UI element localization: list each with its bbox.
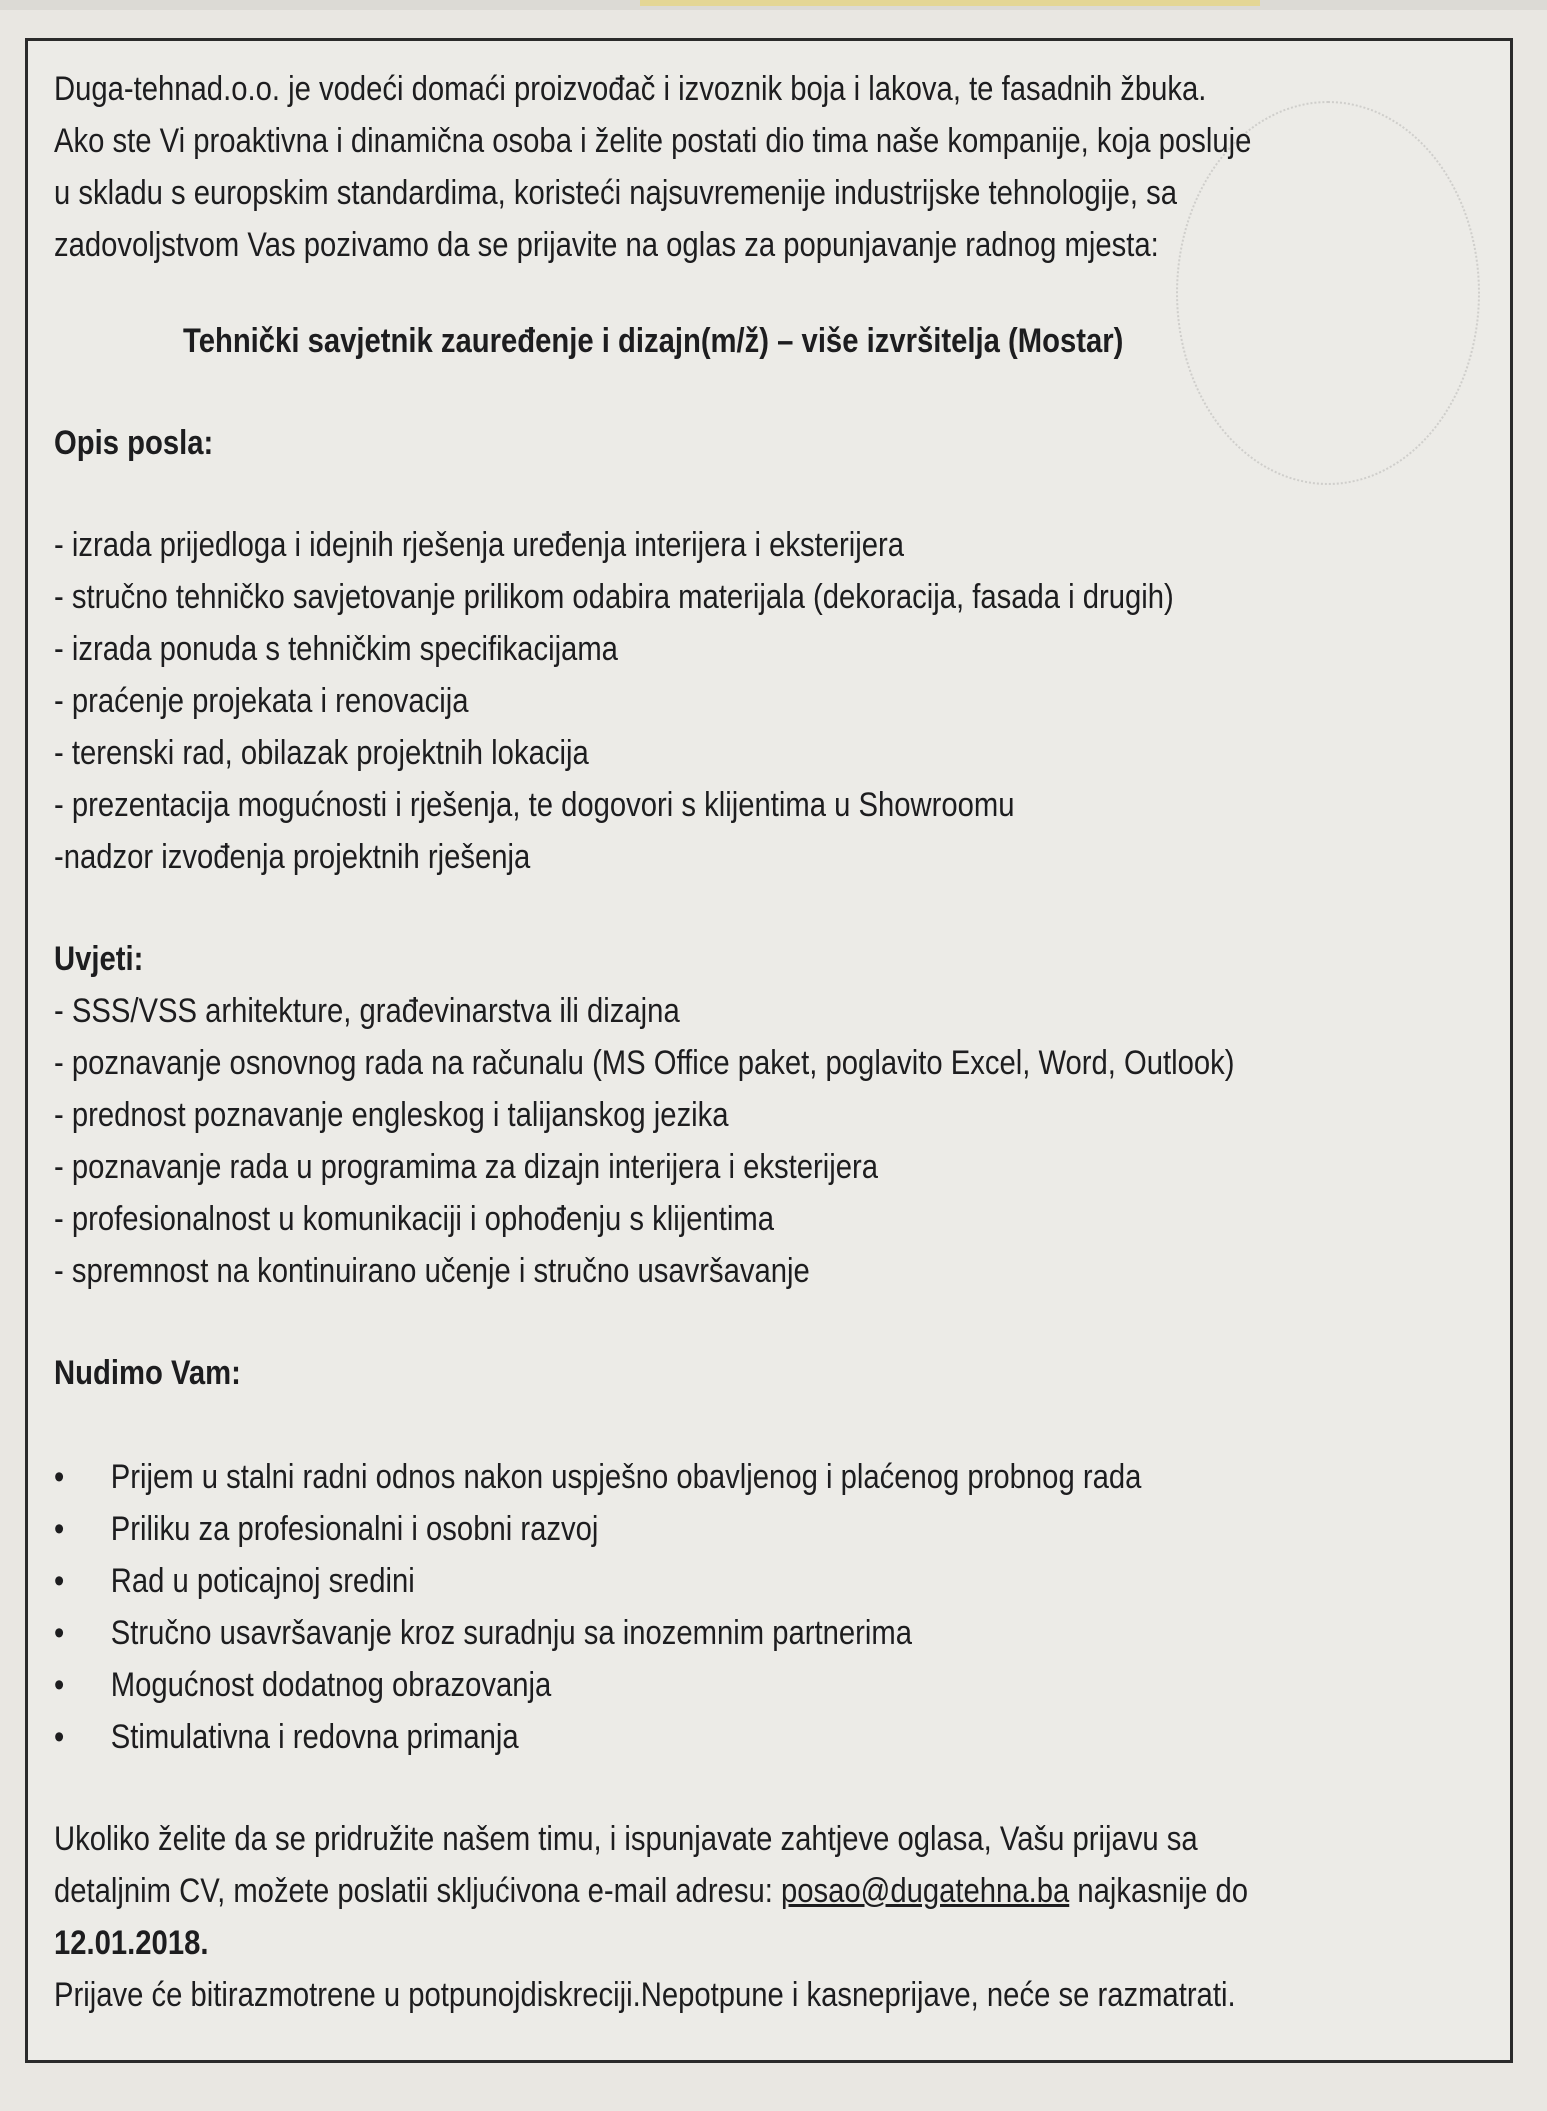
nudimo-item	[54, 1555, 1275, 1607]
job-ad-box	[25, 38, 1513, 2063]
bullet-icon: •	[54, 1718, 65, 1756]
nudimo-item-text: Rad u poticajnoj sredini	[110, 1562, 415, 1600]
nudimo-item	[54, 1503, 1275, 1555]
opis-item: - praćenje projekata i renovacija	[54, 682, 469, 720]
opis-item: - terenski rad, obilazak projektnih lokacija	[54, 734, 589, 772]
nudimo-item-text: Mogućnost dodatnog obrazovanja	[110, 1666, 552, 1704]
nudimo-item	[54, 1659, 1275, 1711]
opis-item: - stručno tehničko savjetovanje prilikom odabira materijala (dekoracija, fasada i drugih)	[54, 578, 1174, 616]
nudimo-heading: Nudimo Vam:	[54, 1354, 241, 1392]
uvjeti-item: - SSS/VSS arhitekture, građevinarstva ili dizajna	[54, 992, 680, 1030]
email-link[interactable]: posao@dugatehna.ba	[781, 1872, 1070, 1910]
top-strip	[0, 0, 1547, 10]
uvjeti-item: - spremnost na kontinuirano učenje i stručno usavršavanje	[54, 1252, 810, 1290]
closing-line-4: Prijave će bitirazmotrene u potpunojdiskreciji.Nepotpune i kasneprijave, neće se razmatrati.	[54, 1976, 1236, 2014]
opis-item: - prezentacija mogućnosti i rješenja, te dogovori s klijentima u Showroomu	[54, 786, 1015, 824]
bullet-icon: •	[54, 1666, 65, 1704]
closing-line-1: Ukoliko želite da se pridružite našem timu, i ispunjavate zahtjeve oglasa, Vašu prijavu sa	[54, 1820, 1198, 1858]
uvjeti-item: - prednost poznavanje engleskog i talijanskog jezika	[54, 1096, 729, 1134]
nudimo-item-text: Prijem u stalni radni odnos nakon uspješno obavljenog i plaćenog probnog rada	[110, 1458, 1142, 1496]
nudimo-item-text: Stimulativna i redovna primanja	[110, 1718, 519, 1756]
bullet-icon: •	[54, 1562, 65, 1600]
uvjeti-item: - poznavanje osnovnog rada na računalu (MS Office paket, poglavito Excel, Word, Outlook)	[54, 1044, 1235, 1082]
opis-item: - izrada ponuda s tehničkim specifikacijama	[54, 630, 618, 668]
intro-line-4: zadovoljstvom Vas pozivamo da se prijavite na oglas za popunjavanje radnog mjesta:	[54, 226, 1159, 264]
nudimo-item	[54, 1451, 1275, 1503]
closing-line-2-pre: detaljnim CV, možete poslatii skljućivona e-mail adresu:	[54, 1872, 782, 1910]
nudimo-list	[54, 1451, 1275, 1763]
opis-item: -nadzor izvođenja projektnih rješenja	[54, 838, 531, 876]
bullet-icon: •	[54, 1510, 65, 1548]
job-title: Tehnički savjetnik zauređenje i dizajn(m/ž) – više izvršitelja (Mostar)	[183, 322, 1124, 360]
uvjeti-heading: Uvjeti:	[54, 940, 144, 978]
opis-item: - izrada prijedloga i idejnih rješenja uređenja interijera i eksterijera	[54, 526, 905, 564]
intro-line-1: Duga-tehnad.o.o. je vodeći domaći proizvođač i izvoznik boja i lakova, te fasadnih žbuka.	[54, 70, 1207, 108]
uvjeti-item: - poznavanje rada u programima za dizajn interijera i eksterijera	[54, 1148, 879, 1186]
intro-line-3: u skladu s europskim standardima, koristeći najsuvremenije industrijske tehnologije, sa	[54, 174, 1178, 212]
bullet-icon: •	[54, 1458, 65, 1496]
ad-content	[54, 63, 1275, 2021]
deadline-date: 12.01.2018.	[54, 1924, 209, 1962]
nudimo-item	[54, 1711, 1275, 1763]
closing-line-2-post: najkasnije do	[1069, 1872, 1249, 1910]
intro-line-2: Ako ste Vi proaktivna i dinamična osoba i želite postati dio tima naše kompanije, koja posluje	[54, 122, 1252, 160]
nudimo-item	[54, 1607, 1275, 1659]
opis-heading: Opis posla:	[54, 424, 214, 462]
closing-line-2	[54, 1865, 1275, 1917]
header-color-bar	[640, 0, 1260, 6]
bullet-icon: •	[54, 1614, 65, 1652]
nudimo-item-text: Stručno usavršavanje kroz suradnju sa inozemnim partnerima	[110, 1614, 912, 1652]
uvjeti-item: - profesionalnost u komunikaciji i ophođenju s klijentima	[54, 1200, 775, 1238]
nudimo-item-text: Priliku za profesionalni i osobni razvoj	[110, 1510, 599, 1548]
